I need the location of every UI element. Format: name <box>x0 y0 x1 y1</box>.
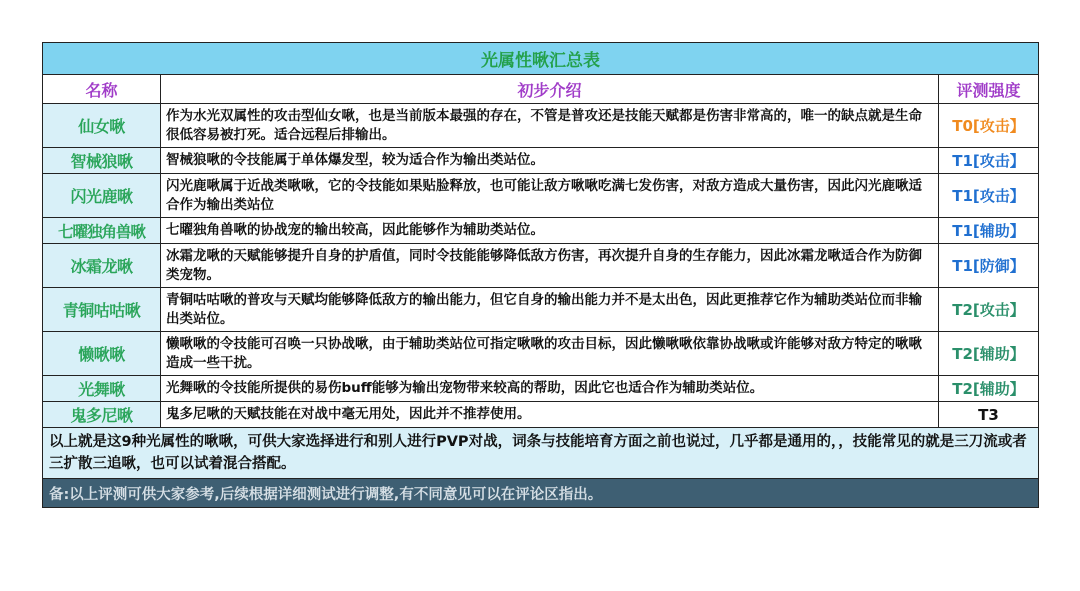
row-name: 青铜咕咕啾 <box>43 288 161 332</box>
row-name: 仙女啾 <box>43 104 161 148</box>
header-intro: 初步介绍 <box>161 75 939 104</box>
header-name: 名称 <box>43 75 161 104</box>
table-row <box>43 402 1039 428</box>
summary-text: 以上就是这9种光属性的啾啾，可供大家选择进行和别人进行PVP对战，词条与技能培育方面之前也说过，几乎都是通用的，，技能常见的就是三刀流或者三扩散三追啾，也可以试着混合搭配。 <box>43 428 1039 479</box>
table-row <box>43 376 1039 402</box>
row-name: 智械狼啾 <box>43 148 161 174</box>
table-row <box>43 332 1039 376</box>
table-title: 光属性啾汇总表 <box>43 43 1039 75</box>
row-desc: 鬼多尼啾的天赋技能在对战中毫无用处，因此并不推荐使用。 <box>161 402 939 428</box>
row-desc: 作为水光双属性的攻击型仙女啾，也是当前版本最强的存在，不管是普攻还是技能天赋都是伤害非常高的，唯一的缺点就是生命很低容易被打死。适合远程后排输出。 <box>161 104 939 148</box>
light-attribute-summary-table <box>42 42 1039 508</box>
row-name: 鬼多尼啾 <box>43 402 161 428</box>
row-tier: T0[攻击】 <box>939 104 1039 148</box>
row-name: 闪光鹿啾 <box>43 174 161 218</box>
row-name: 冰霜龙啾 <box>43 244 161 288</box>
table-row <box>43 244 1039 288</box>
row-name: 光舞啾 <box>43 376 161 402</box>
row-tier: T2[辅助】 <box>939 332 1039 376</box>
row-tier: T1[防御】 <box>939 244 1039 288</box>
row-tier: T2[辅助】 <box>939 376 1039 402</box>
table-row <box>43 288 1039 332</box>
header-row <box>43 75 1039 104</box>
table-row <box>43 218 1039 244</box>
table-row <box>43 148 1039 174</box>
row-tier: T2[攻击】 <box>939 288 1039 332</box>
row-desc: 冰霜龙啾的天赋能够提升自身的护盾值，同时令技能能够降低敌方伤害，再次提升自身的生存能力，因此冰霜龙啾适合作为防御类宠物。 <box>161 244 939 288</box>
row-tier: T1[攻击】 <box>939 174 1039 218</box>
header-tier: 评测强度 <box>939 75 1039 104</box>
row-tier: T1[攻击】 <box>939 148 1039 174</box>
row-desc: 青铜咕咕啾的普攻与天赋均能够降低敌方的输出能力，但它自身的输出能力并不是太出色，因此更推荐它作为辅助类站位而非输出类站位。 <box>161 288 939 332</box>
row-desc: 懒啾啾的令技能可召唤一只协战啾，由于辅助类站位可指定啾啾的攻击目标，因此懒啾啾依靠协战啾或许能够对敌方特定的啾啾造成一些干扰。 <box>161 332 939 376</box>
row-desc: 闪光鹿啾属于近战类啾啾，它的令技能如果贴脸释放，也可能让敌方啾啾吃满七发伤害，对敌方造成大量伤害，因此闪光鹿啾适合作为输出类站位 <box>161 174 939 218</box>
table-row <box>43 104 1039 148</box>
table-row <box>43 174 1039 218</box>
summary-table-container <box>42 42 1038 508</box>
row-desc: 智械狼啾的令技能属于单体爆发型，较为适合作为输出类站位。 <box>161 148 939 174</box>
footnote: 备:以上评测可供大家参考,后续根据详细测试进行调整,有不同意见可以在评论区指出。 <box>43 479 1039 508</box>
row-desc: 光舞啾的令技能所提供的易伤buff能够为输出宠物带来较高的帮助，因此它也适合作为辅助类站位。 <box>161 376 939 402</box>
row-tier: T1[辅助】 <box>939 218 1039 244</box>
row-tier: T3 <box>939 402 1039 428</box>
row-desc: 七曜独角兽啾的协战宠的输出较高，因此能够作为辅助类站位。 <box>161 218 939 244</box>
row-name: 懒啾啾 <box>43 332 161 376</box>
row-name: 七曜独角兽啾 <box>43 218 161 244</box>
